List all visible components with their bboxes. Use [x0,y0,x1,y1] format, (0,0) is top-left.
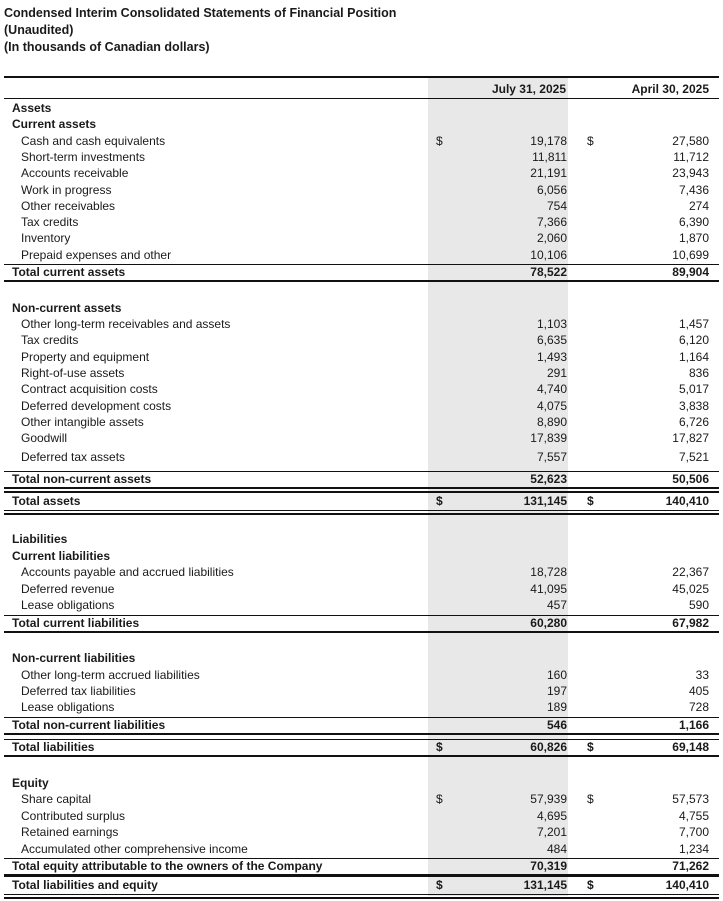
row-label: Deferred tax assets [21,450,126,464]
value-july-2025: 7,201 [536,825,567,839]
section-heading-assets [4,100,719,116]
row-label: Other long-term accrued liabilities [21,668,200,682]
double-underline [4,513,719,515]
line-item-contributed-surplus [4,808,719,824]
double-underline [4,894,719,895]
row-label: Retained earnings [21,825,119,839]
line-item-accumulated-other-comprehensive-income [4,841,719,857]
value-april-2025: 6,726 [678,415,709,429]
value-april-2025: 1,164 [678,350,709,364]
value-july-2025: 754 [546,199,567,213]
value-july-2025: 18,728 [530,565,567,579]
value-july-2025: 2,060 [536,231,567,245]
total-rule [4,631,719,633]
value-april-2025: 728 [688,700,709,714]
value-july-2025: 78,522 [530,265,567,279]
line-item-short-term-investments [4,149,719,165]
total-rule [4,755,719,757]
row-label: Goodwill [21,431,68,445]
value-july-2025: 57,939 [530,792,567,806]
line-item-goodwill [4,430,719,446]
value-april-2025: 5,017 [678,382,709,396]
value-july-2025: 41,095 [530,582,567,596]
row-label: Accounts payable and accrued liabilities [21,565,234,579]
value-april-2025: 71,262 [672,859,709,873]
total-row-total-non-current-assets [4,471,719,487]
row-label: Non-current liabilities [12,651,136,665]
row-label: Total non-current liabilities [12,718,166,732]
row-label: Right-of-use assets [21,366,125,380]
row-label: Tax credits [21,333,79,347]
currency-symbol: $ [587,740,594,754]
value-april-2025: 7,521 [678,450,709,464]
value-april-2025: 1,870 [678,231,709,245]
line-item-other-intangible-assets [4,414,719,430]
line-item-share-capital [4,791,719,807]
subtotal-rule [4,717,719,718]
value-april-2025: 11,712 [673,150,709,164]
value-april-2025: 17,827 [672,431,709,445]
row-label: Non-current assets [12,301,122,315]
row-label: Lease obligations [21,598,115,612]
value-july-2025: 484 [546,842,567,856]
total-rule [4,280,719,282]
value-july-2025: 70,319 [530,859,567,873]
line-item-work-in-progress [4,182,719,198]
value-july-2025: 189 [546,700,567,714]
value-april-2025: 590 [688,598,709,612]
total-row-total-liabilities [4,739,719,755]
subtotal-rule [4,858,719,859]
value-july-2025: 197 [546,684,567,698]
row-label: Work in progress [21,183,112,197]
line-item-tax-credits [4,214,719,230]
line-item-lease-obligations [4,699,719,715]
currency-symbol: $ [587,134,594,148]
row-label: Total liabilities and equity [12,878,158,892]
line-item-other-long-term-receivables-and-assets [4,316,719,332]
value-april-2025: 3,838 [678,399,709,413]
value-april-2025: 4,755 [678,809,709,823]
value-april-2025: 57,573 [672,792,709,806]
section-heading-non-current-assets [4,300,719,316]
line-item-other-long-term-accrued-liabilities [4,667,719,683]
total-rule [4,487,719,489]
column-header-july-2025: July 31, 2025 [491,82,566,96]
line-item-deferred-development-costs [4,398,719,414]
value-july-2025: 546 [546,718,567,732]
value-april-2025: 1,234 [678,842,709,856]
line-item-inventory [4,230,719,246]
total-rule [4,733,719,735]
value-april-2025: 140,410 [665,878,709,892]
section-heading-liabilities [4,531,719,547]
row-label: Liabilities [12,532,68,546]
row-label: Total current assets [12,265,126,279]
line-item-contract-acquisition-costs [4,381,719,397]
value-july-2025: 131,145 [523,494,567,508]
value-july-2025: 7,557 [536,450,567,464]
value-april-2025: 7,700 [678,825,709,839]
value-july-2025: 11,811 [532,150,567,164]
line-item-prepaid-expenses-and-other [4,247,719,263]
value-july-2025: 7,366 [536,215,567,229]
currency-symbol: $ [587,792,594,806]
row-label: Deferred revenue [21,582,115,596]
section-heading-current-liabilities [4,548,719,564]
value-july-2025: 10,106 [530,248,567,262]
row-label: Other long-term receivables and assets [21,317,231,331]
row-label: Property and equipment [21,350,150,364]
row-label: Tax credits [21,215,79,229]
total-row-total-liabilities-and-equity [4,877,719,893]
section-heading-current-assets [4,116,719,132]
row-label: Total assets [12,494,81,508]
row-label: Lease obligations [21,700,115,714]
row-label: Total liabilities [12,740,95,754]
total-row-total-current-assets [4,264,719,280]
row-label: Inventory [21,231,71,245]
subtotal-rule [4,471,719,472]
header-rule [4,76,719,78]
value-april-2025: 140,410 [665,494,709,508]
value-april-2025: 27,580 [672,134,709,148]
value-july-2025: 131,145 [523,878,567,892]
double-underline [4,897,719,899]
currency-symbol: $ [587,494,594,508]
row-label: Contract acquisition costs [21,382,158,396]
value-april-2025: 67,982 [672,616,709,630]
line-item-deferred-revenue [4,581,719,597]
subtotal-rule [4,615,719,616]
line-item-deferred-tax-assets [4,449,719,465]
value-july-2025: 6,635 [536,333,567,347]
row-label: Assets [12,101,52,115]
line-item-lease-obligations [4,597,719,613]
value-april-2025: 69,148 [672,740,709,754]
statement-subtitle: (Unaudited) [4,23,74,37]
value-july-2025: 291 [546,366,567,380]
value-july-2025: 60,826 [530,740,567,754]
value-july-2025: 6,056 [536,183,567,197]
value-april-2025: 10,699 [672,248,709,262]
value-april-2025: 274 [688,199,709,213]
section-heading-equity [4,775,719,791]
line-item-tax-credits [4,332,719,348]
line-item-accounts-payable-and-accrued-liabilities [4,564,719,580]
row-label: Other receivables [21,199,116,213]
value-july-2025: 52,623 [530,472,567,486]
section-heading-non-current-liabilities [4,650,719,666]
line-item-accounts-receivable [4,165,719,181]
value-april-2025: 50,506 [672,472,709,486]
value-july-2025: 8,890 [536,415,567,429]
value-april-2025: 89,904 [672,265,709,279]
value-july-2025: 19,178 [530,134,567,148]
row-label: Total current liabilities [12,616,140,630]
value-april-2025: 7,436 [678,183,709,197]
subtotal-rule [4,739,719,740]
value-april-2025: 23,943 [672,166,709,180]
column-header-april-2025: April 30, 2025 [631,82,709,96]
row-label: Current assets [12,117,97,131]
line-item-other-receivables [4,198,719,214]
value-july-2025: 4,695 [536,809,567,823]
row-label: Contributed surplus [21,809,126,823]
row-label: Total equity attributable to the owners of the Company [12,859,323,873]
currency-symbol: $ [436,740,443,754]
value-july-2025: 160 [546,668,567,682]
row-label: Deferred development costs [21,399,172,413]
line-item-property-and-equipment [4,349,719,365]
value-april-2025: 836 [688,366,709,380]
row-label: Current liabilities [12,549,111,563]
row-label: Short-term investments [21,150,146,164]
value-july-2025: 457 [546,598,567,612]
value-july-2025: 1,103 [536,317,567,331]
value-april-2025: 1,166 [678,718,709,732]
value-july-2025: 21,191 [530,166,567,180]
currency-symbol: $ [436,134,443,148]
row-label: Other intangible assets [21,415,144,429]
value-july-2025: 4,075 [536,399,567,413]
value-july-2025: 1,493 [536,350,567,364]
total-row-total-assets [4,493,719,509]
subtotal-rule [4,264,719,265]
value-july-2025: 17,839 [530,431,567,445]
row-label: Cash and cash equivalents [21,134,166,148]
currency-symbol: $ [436,878,443,892]
row-label: Deferred tax liabilities [21,684,136,698]
line-item-retained-earnings [4,824,719,840]
grand-total-rule [4,491,719,493]
row-label: Accumulated other comprehensive income [21,842,248,856]
value-april-2025: 405 [688,684,709,698]
statement-title: Condensed Interim Consolidated Statements of Financial Position [4,6,397,20]
currency-symbol: $ [436,792,443,806]
row-label: Total non-current assets [12,472,152,486]
line-item-cash-and-cash-equivalents [4,133,719,149]
currency-symbol: $ [436,494,443,508]
total-row-total-equity-attributable-to-the-owners-of-the-company [4,858,719,874]
column-header-rule [4,98,719,99]
total-row-total-non-current-liabilities [4,717,719,733]
total-row-total-current-liabilities [4,615,719,631]
double-underline [4,510,719,511]
line-item-deferred-tax-liabilities [4,683,719,699]
row-label: Accounts receivable [21,166,129,180]
grand-total-rule [4,875,719,877]
value-july-2025: 4,740 [536,382,567,396]
row-label: Equity [12,776,49,790]
value-april-2025: 6,120 [678,333,709,347]
value-april-2025: 6,390 [678,215,709,229]
statement-units: (In thousands of Canadian dollars) [4,40,210,54]
value-april-2025: 1,457 [678,317,709,331]
value-july-2025: 60,280 [530,616,567,630]
value-april-2025: 33 [695,668,709,682]
row-label: Prepaid expenses and other [21,248,172,262]
currency-symbol: $ [587,878,594,892]
value-april-2025: 22,367 [672,565,709,579]
row-label: Share capital [21,792,92,806]
line-item-right-of-use-assets [4,365,719,381]
value-april-2025: 45,025 [672,582,709,596]
